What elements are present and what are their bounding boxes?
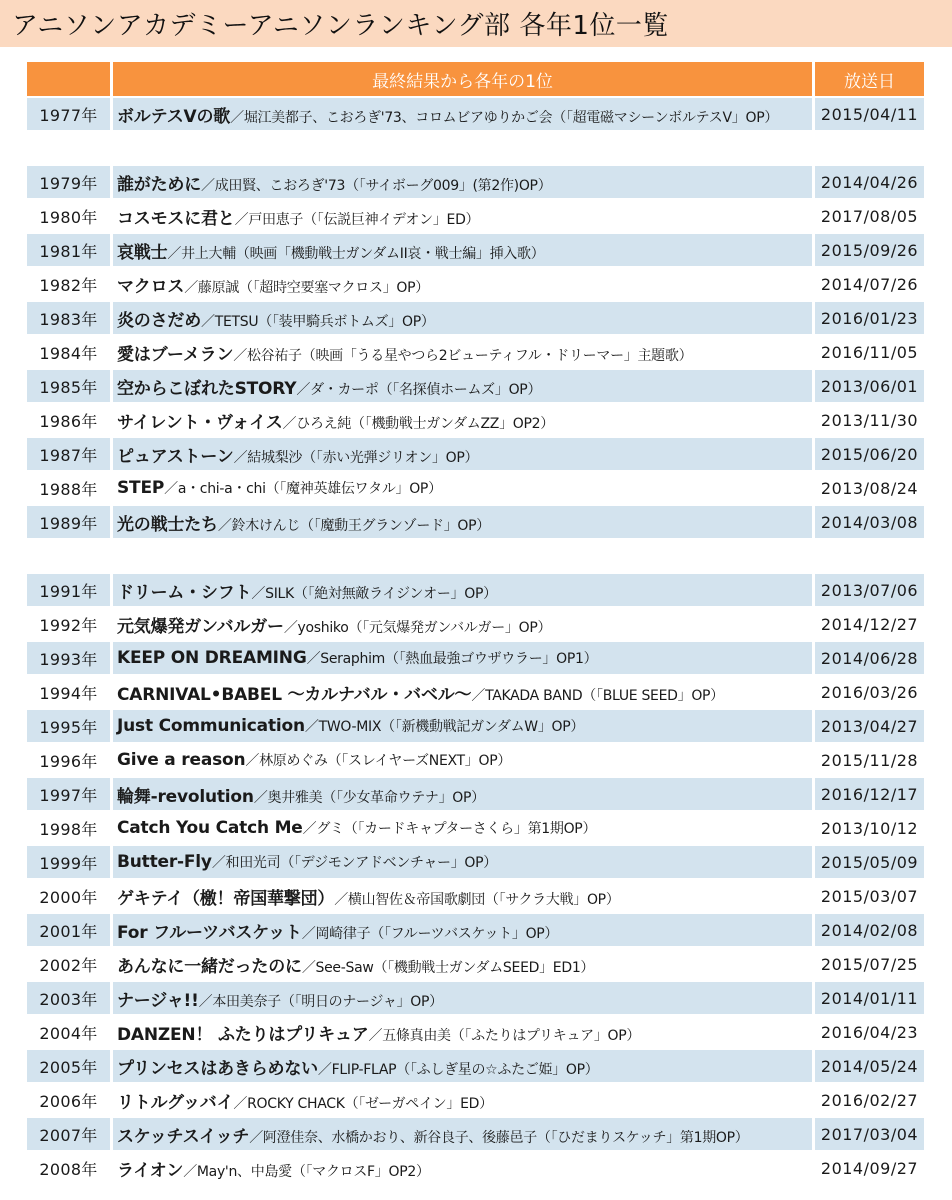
- song-cell: [113, 778, 815, 812]
- song-cell: [113, 234, 815, 268]
- table-row: [27, 472, 924, 506]
- song-artist-info: TETSU（「装甲騎兵ボトムズ」OP）: [214, 313, 435, 330]
- song-artist-info: 鈴木けんじ（「魔動王グランゾード」OP）: [231, 517, 490, 534]
- song-title: ピュアストーン: [117, 446, 234, 467]
- song-cell: [113, 506, 815, 540]
- broadcast-date-cell: 2015/06/20: [815, 438, 924, 472]
- title-bar: [0, 0, 952, 47]
- table-row: [27, 676, 924, 710]
- broadcast-date-cell: 2015/07/25: [815, 948, 924, 982]
- song-title: Catch You Catch Me: [117, 818, 303, 838]
- broadcast-date-cell: 2015/04/11: [815, 98, 924, 132]
- song-cell: [113, 540, 815, 574]
- song-artist-info: 岡崎律子（「フルーツバスケット」OP）: [315, 925, 559, 942]
- song-cell: [113, 336, 815, 370]
- song-title: Give a reason: [117, 750, 246, 770]
- song-artist-info: TWO-MIX（「新機動戦記ガンダムW」OP）: [318, 719, 585, 735]
- song-cell: [113, 268, 815, 302]
- song-artist-info: 成田賢、こおろぎ'73（「サイボーグ009」(第2作)OP）: [214, 177, 552, 194]
- table-row: [27, 744, 924, 778]
- broadcast-date-cell: 2014/04/26: [815, 166, 924, 200]
- separator: ／: [282, 415, 297, 432]
- table-row: [27, 880, 924, 914]
- year-cell: 1987年: [27, 438, 113, 472]
- song-cell: [113, 880, 815, 914]
- table-header-row: [27, 62, 924, 98]
- table-row: [27, 404, 924, 438]
- year-cell: 1981年: [27, 234, 113, 268]
- year-cell: 1988年: [27, 472, 113, 506]
- song-title: 輪舞-revolution: [117, 786, 254, 807]
- song-title: サイレント・ヴォイス: [117, 412, 283, 433]
- broadcast-date-cell: 2015/03/07: [815, 880, 924, 914]
- song-artist-info: 井上大輔（映画「機動戦士ガンダムII哀・戦士編」挿入歌）: [181, 245, 545, 262]
- separator: ／: [368, 1027, 383, 1044]
- song-title: ドリーム・シフト: [117, 582, 252, 603]
- year-cell: 1992年: [27, 608, 113, 642]
- song-title: KEEP ON DREAMING: [117, 648, 307, 668]
- separator: ／: [217, 517, 232, 534]
- song-title: コスモスに君と: [117, 208, 235, 229]
- separator: ／: [283, 619, 298, 636]
- broadcast-date-cell: 2016/12/17: [815, 778, 924, 812]
- separator: ／: [198, 993, 213, 1010]
- year-cell: 1977年: [27, 98, 113, 132]
- table-row: [27, 336, 924, 370]
- song-artist-info: 本田美奈子（「明日のナージャ」OP）: [212, 993, 443, 1010]
- broadcast-date-cell: 2013/04/27: [815, 710, 924, 744]
- song-artist-info: Seraphim（「熱血最強ゴウザウラー」OP1）: [320, 651, 598, 667]
- separator: ／: [296, 381, 311, 398]
- song-cell: [113, 846, 815, 880]
- year-cell: 2001年: [27, 914, 113, 948]
- song-title: リトルグッバイ: [117, 1092, 234, 1113]
- separator: ／: [249, 1129, 263, 1146]
- song-artist-info: 林原めぐみ（「スレイヤーズNEXT」OP）: [259, 753, 512, 769]
- year-cell: 2008年: [27, 1152, 113, 1186]
- separator: ／: [234, 211, 249, 228]
- song-title: STEP: [117, 478, 165, 498]
- year-cell: 1979年: [27, 166, 113, 200]
- table-row: [27, 200, 924, 234]
- table-row: [27, 642, 924, 676]
- ranking-table: [27, 62, 924, 1186]
- separator: ／: [245, 753, 260, 769]
- year-cell: 1999年: [27, 846, 113, 880]
- separator: ／: [201, 313, 215, 330]
- song-cell: [113, 914, 815, 948]
- song-title: ライオン: [117, 1160, 184, 1181]
- song-cell: [113, 710, 815, 744]
- table-row: [27, 166, 924, 200]
- song-title: 哀戦士: [117, 242, 168, 263]
- song-cell: [113, 1016, 815, 1050]
- broadcast-date-cell: 2014/01/11: [815, 982, 924, 1016]
- table-row: [27, 1016, 924, 1050]
- year-cell: 1997年: [27, 778, 113, 812]
- year-cell: 1995年: [27, 710, 113, 744]
- song-title: あんなに一緒だったのに: [117, 956, 302, 977]
- song-artist-info: FLIP-FLAP（「ふしぎ星の☆ふたご姫」OP）: [331, 1061, 599, 1078]
- table-row: [27, 132, 924, 166]
- broadcast-date-cell: 2013/07/06: [815, 574, 924, 608]
- table-row: [27, 302, 924, 336]
- year-cell: 1998年: [27, 812, 113, 846]
- song-artist-info: ひろえ純（「機動戦士ガンダムZZ」OP2）: [296, 415, 554, 432]
- song-title: 光の戦士たち: [117, 514, 218, 535]
- separator: ／: [233, 1095, 248, 1112]
- song-cell: [113, 370, 815, 404]
- song-artist-info: yoshiko（「元気爆発ガンバルガー」OP）: [297, 619, 552, 636]
- song-cell: [113, 744, 815, 778]
- table-row: [27, 1152, 924, 1186]
- song-artist-info: 阿澄佳奈、水橋かおり、新谷良子、後藤邑子（「ひだまりスケッチ」第1期OP）: [262, 1129, 749, 1146]
- broadcast-date-cell: 2016/11/05: [815, 336, 924, 370]
- song-artist-info: 藤原誠（「超時空要塞マクロス」OP）: [197, 279, 429, 296]
- song-title: For フルーツバスケット: [117, 922, 302, 943]
- song-title: ボルテスVの歌: [117, 106, 231, 127]
- song-title: マクロス: [117, 276, 185, 297]
- year-cell: 1993年: [27, 642, 113, 676]
- song-artist-info: ダ・カーポ（「名探偵ホームズ」OP）: [310, 381, 542, 398]
- song-title: 誰がために: [117, 174, 201, 195]
- song-cell: [113, 948, 815, 982]
- header-year: [27, 62, 113, 98]
- broadcast-date-cell: 2015/09/26: [815, 234, 924, 268]
- separator: ／: [230, 109, 244, 126]
- song-artist-info: 奥井雅美（「少女革命ウテナ」OP）: [267, 789, 485, 806]
- separator: ／: [304, 719, 319, 735]
- broadcast-date-cell: 2017/03/04: [815, 1118, 924, 1152]
- song-cell: [113, 132, 815, 166]
- song-cell: [113, 200, 815, 234]
- separator: ／: [251, 585, 266, 602]
- song-artist-info: グミ（「カードキャプターさくら」第1期OP）: [316, 821, 597, 837]
- table-row: [27, 778, 924, 812]
- song-cell: [113, 1118, 815, 1152]
- table-row: [27, 1118, 924, 1152]
- year-cell: 2007年: [27, 1118, 113, 1152]
- song-cell: [113, 438, 815, 472]
- song-title: 元気爆発ガンバルガー: [117, 616, 284, 637]
- separator: ／: [233, 449, 248, 466]
- song-cell: [113, 608, 815, 642]
- song-cell: [113, 982, 815, 1016]
- table-row: [27, 948, 924, 982]
- separator: ／: [471, 687, 486, 704]
- separator: ／: [184, 279, 198, 296]
- song-title: 愛はブーメラン: [117, 344, 234, 365]
- song-artist-info: SILK（「絶対無敵ライジンオー」OP）: [265, 585, 497, 602]
- song-cell: [113, 1084, 815, 1118]
- song-title: プリンセスはあきらめない: [117, 1058, 318, 1079]
- table-row: [27, 234, 924, 268]
- broadcast-date-cell: 2013/10/12: [815, 812, 924, 846]
- broadcast-date-cell: 2017/08/05: [815, 200, 924, 234]
- table-row: [27, 812, 924, 846]
- broadcast-date-cell: 2016/02/27: [815, 1084, 924, 1118]
- song-artist-info: 戸田恵子（「伝説巨神イデオン」ED）: [248, 211, 480, 228]
- table-body: [27, 98, 924, 1186]
- separator: ／: [302, 821, 317, 837]
- table-row: [27, 914, 924, 948]
- song-cell: [113, 676, 815, 710]
- year-cell: 2000年: [27, 880, 113, 914]
- song-cell: [113, 574, 815, 608]
- header-date: 放送日: [815, 62, 924, 98]
- broadcast-date-cell: 2016/01/23: [815, 302, 924, 336]
- table-row: [27, 268, 924, 302]
- year-cell: 1983年: [27, 302, 113, 336]
- song-artist-info: 横山智佐＆帝国歌劇団（「サクラ大戦」OP）: [347, 891, 620, 908]
- broadcast-date-cell: 2015/11/28: [815, 744, 924, 778]
- song-artist-info: 和田光司（「デジモンアドベンチャー」OP）: [225, 855, 497, 871]
- song-cell: [113, 404, 815, 438]
- broadcast-date-cell: [815, 132, 924, 166]
- song-title: DANZEN！ ふたりはプリキュア: [117, 1024, 369, 1045]
- song-title: 炎のさだめ: [117, 310, 201, 331]
- broadcast-date-cell: [815, 540, 924, 574]
- table-row: [27, 1084, 924, 1118]
- table-row: [27, 710, 924, 744]
- song-artist-info: See-Saw（「機動戦士ガンダムSEED」ED1）: [315, 959, 595, 976]
- year-cell: 1985年: [27, 370, 113, 404]
- separator: ／: [301, 925, 316, 942]
- song-artist-info: 松谷祐子（映画「うる星やつら2ビューティフル・ドリーマー」主題歌）: [246, 347, 693, 364]
- song-title: ゲキテイ（檄！帝国華撃団）: [117, 888, 335, 909]
- song-artist-info: a・chi-a・chi（「魔神英雄伝ワタル」OP）: [177, 481, 442, 497]
- year-cell: 1984年: [27, 336, 113, 370]
- year-cell: 1980年: [27, 200, 113, 234]
- table-row: [27, 1050, 924, 1084]
- song-title: ナージャ!!: [117, 990, 199, 1011]
- song-artist-info: 五條真由美（「ふたりはプリキュア」OP）: [382, 1027, 641, 1044]
- song-cell: [113, 472, 815, 506]
- separator: ／: [164, 481, 178, 497]
- broadcast-date-cell: 2014/09/27: [815, 1152, 924, 1186]
- song-cell: [113, 98, 815, 132]
- song-title: CARNIVAL•BABEL ～カルナバル・バベル～: [117, 684, 472, 705]
- page-title: アニソンアカデミーアニソンランキング部 各年1位一覧: [12, 11, 669, 41]
- year-cell: 1989年: [27, 506, 113, 540]
- header-song: 最終結果から各年の1位: [113, 62, 815, 98]
- song-cell: [113, 166, 815, 200]
- table-row: [27, 98, 924, 132]
- broadcast-date-cell: 2013/11/30: [815, 404, 924, 438]
- year-cell: 2006年: [27, 1084, 113, 1118]
- song-artist-info: ROCKY CHACK（「ゼーガペイン」ED）: [247, 1095, 493, 1112]
- table-row: [27, 438, 924, 472]
- broadcast-date-cell: 2015/05/09: [815, 846, 924, 880]
- year-cell: 2002年: [27, 948, 113, 982]
- broadcast-date-cell: 2016/04/23: [815, 1016, 924, 1050]
- song-cell: [113, 642, 815, 676]
- song-title: Butter-Fly: [117, 852, 212, 872]
- song-cell: [113, 302, 815, 336]
- year-cell: 2005年: [27, 1050, 113, 1084]
- broadcast-date-cell: 2014/07/26: [815, 268, 924, 302]
- separator: ／: [306, 651, 321, 667]
- separator: ／: [233, 347, 247, 364]
- separator: ／: [301, 959, 316, 976]
- song-cell: [113, 1050, 815, 1084]
- year-cell: 1991年: [27, 574, 113, 608]
- year-cell: 1986年: [27, 404, 113, 438]
- song-title: スケッチスイッチ: [117, 1126, 250, 1147]
- broadcast-date-cell: 2013/06/01: [815, 370, 924, 404]
- broadcast-date-cell: 2013/08/24: [815, 472, 924, 506]
- broadcast-date-cell: 2014/12/27: [815, 608, 924, 642]
- song-artist-info: 堀江美都子、こおろぎ'73、コロムビアゆりかご会（「超電磁マシーンボルテスV」OP）: [243, 109, 779, 126]
- year-cell: 1982年: [27, 268, 113, 302]
- broadcast-date-cell: 2014/06/28: [815, 642, 924, 676]
- table-row: [27, 506, 924, 540]
- song-artist-info: 結城梨沙（「赤い光弾ジリオン」OP）: [247, 449, 479, 466]
- separator: ／: [201, 177, 215, 194]
- separator: ／: [211, 855, 226, 871]
- broadcast-date-cell: 2014/02/08: [815, 914, 924, 948]
- table-row: [27, 608, 924, 642]
- year-cell: 2003年: [27, 982, 113, 1016]
- year-cell: 1994年: [27, 676, 113, 710]
- separator: ／: [183, 1163, 197, 1180]
- year-cell: 1996年: [27, 744, 113, 778]
- song-title: 空からこぼれたSTORY: [117, 378, 297, 399]
- table-row: [27, 846, 924, 880]
- year-cell: 2004年: [27, 1016, 113, 1050]
- table-row: [27, 540, 924, 574]
- song-artist-info: May'n、中島愛（「マクロスF」OP2）: [196, 1163, 430, 1180]
- table-row: [27, 574, 924, 608]
- broadcast-date-cell: 2016/03/26: [815, 676, 924, 710]
- broadcast-date-cell: 2014/03/08: [815, 506, 924, 540]
- year-cell: [27, 132, 113, 166]
- song-title: Just Communication: [117, 716, 305, 736]
- separator: ／: [317, 1061, 332, 1078]
- broadcast-date-cell: 2014/05/24: [815, 1050, 924, 1084]
- separator: ／: [334, 891, 348, 908]
- table-row: [27, 982, 924, 1016]
- table-row: [27, 370, 924, 404]
- song-cell: [113, 1152, 815, 1186]
- song-artist-info: TAKADA BAND（「BLUE SEED」OP）: [485, 687, 724, 704]
- song-cell: [113, 812, 815, 846]
- separator: ／: [253, 789, 268, 806]
- year-cell: [27, 540, 113, 574]
- separator: ／: [167, 245, 182, 262]
